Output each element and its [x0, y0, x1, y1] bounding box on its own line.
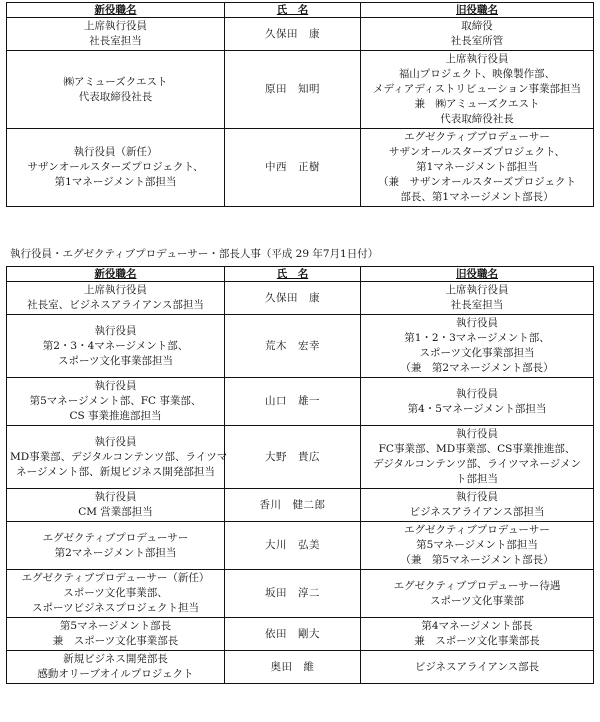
- new-title-cell: [7, 570, 225, 618]
- cell-line: 社長室所管: [450, 35, 504, 47]
- table-row: [7, 618, 594, 651]
- cell-line: FC事業部、MD事業部、CS事業推進部、: [378, 443, 576, 455]
- name-cell: 荒木 宏幸: [225, 315, 361, 378]
- cell-line: ビジネスアライアンス部長: [414, 660, 540, 673]
- cell-line: 執行役員: [456, 491, 498, 503]
- name-cell: 依田 剛大: [225, 618, 361, 651]
- table-body: [7, 18, 594, 207]
- cell-line: サザンオールスターズプロジェクト、: [27, 161, 204, 173]
- header-name: 氏 名: [225, 267, 361, 282]
- old-title-cell: [361, 18, 594, 51]
- cell-line: 執行役員: [94, 491, 137, 503]
- table-row: [7, 489, 594, 522]
- cell-line: ネージメント部、新規ビジネス開発部担当: [16, 465, 215, 478]
- new-title-cell: [7, 282, 225, 315]
- cell-line: デジタルコンテンツ部、ライツマネージメン: [372, 458, 581, 470]
- cell-line: 執行役員: [456, 387, 498, 400]
- cell-line: 執行役員: [94, 435, 137, 448]
- old-title-cell: [361, 426, 594, 489]
- table-row: [7, 315, 594, 378]
- new-title-cell: [7, 315, 225, 378]
- cell-line: 第5マネージメント部長: [59, 620, 172, 632]
- cell-line: 執行役員: [94, 380, 137, 392]
- table-header-row: [7, 3, 594, 18]
- cell-line: エグゼクティブプロデューサー: [404, 524, 550, 536]
- cell-line: 上席執行役員: [84, 284, 147, 296]
- cell-line: スポーツ文化事業部担当: [57, 354, 174, 367]
- cell-line: （兼 第2マネージメント部長）: [400, 362, 554, 374]
- header-new-title: 新役職名: [7, 3, 225, 18]
- name-cell: 山口 雄一: [225, 378, 361, 426]
- executive-producer-appointments-table: [6, 266, 594, 684]
- new-title-cell: [7, 378, 225, 426]
- cell-line: 第5マネージメント部、FC 事業部、: [29, 395, 202, 407]
- name-cell: 久保田 康: [225, 18, 361, 51]
- cell-line: 社長室担当: [450, 299, 504, 311]
- cell-line: 執行役員: [456, 428, 498, 440]
- cell-line: ㈱アミューズクエスト: [63, 75, 168, 88]
- old-title-cell: [361, 570, 594, 618]
- cell-line: 兼 スポーツ文化事業部長: [414, 635, 540, 647]
- table-row: [7, 378, 594, 426]
- cell-line: エグゼクティブプロデューサー（新任）: [21, 572, 210, 584]
- cell-line: 福山プロジェクト、映像製作部、: [398, 68, 556, 80]
- cell-line: ビジネスアライアンス部担当: [409, 506, 545, 518]
- new-title-cell: [7, 18, 225, 51]
- cell-line: 第5マネージメント部担当: [416, 539, 538, 551]
- table-row: [7, 570, 594, 618]
- officer-appointments-table: [6, 2, 594, 207]
- header-old-title: 旧役職名: [361, 3, 594, 18]
- name-cell: 大川 弘美: [225, 522, 361, 570]
- cell-line: 上席執行役員: [445, 53, 509, 65]
- cell-line: メディアディストリビューション事業部担当: [373, 83, 581, 95]
- old-title-cell: [361, 129, 594, 207]
- name-cell: 久保田 康: [225, 282, 361, 315]
- cell-line: 兼 ㈱アミューズクエスト: [414, 98, 540, 110]
- cell-line: 代表取締役社長: [78, 90, 153, 103]
- cell-line: 社長室担当: [89, 35, 142, 47]
- cell-line: 社長室、ビジネスアライアンス部担当: [27, 299, 204, 311]
- name-cell: 大野 貴広: [225, 426, 361, 489]
- new-title-cell: [7, 651, 225, 684]
- new-title-cell: [7, 129, 225, 207]
- old-title-cell: [361, 522, 594, 570]
- cell-line: 感動オリーブオイルプロジェクト: [37, 668, 194, 680]
- cell-line: MD事業部、デジタルコンテンツ部、ライツマ: [10, 450, 228, 463]
- cell-line: （兼 第5マネージメント部長）: [400, 554, 554, 566]
- table-row: [7, 651, 594, 684]
- header-old-title: 旧役職名: [361, 267, 594, 282]
- cell-line: （兼 サザンオールスターズプロジェクト: [377, 176, 577, 188]
- new-title-cell: [7, 489, 225, 522]
- old-title-cell: [361, 489, 594, 522]
- cell-line: スポーツ文化事業部、: [63, 587, 168, 599]
- cell-line: 第1マネージメント部担当: [416, 161, 538, 173]
- name-cell: 原田 知明: [225, 51, 361, 129]
- cell-line: 第4マネージメント部長: [421, 620, 533, 632]
- name-cell: 坂田 淳二: [225, 570, 361, 618]
- cell-line: 第1マネージメント部担当: [54, 176, 177, 188]
- cell-line: スポーツビジネスプロジェクト担当: [31, 602, 200, 614]
- new-title-cell: [7, 426, 228, 489]
- cell-line: ト部担当: [456, 473, 498, 485]
- section-caption: 執行役員・エグゼクティブプロデューサー・部長人事（平成 29 年7月1日付）: [10, 248, 379, 260]
- new-title-cell: [7, 618, 225, 651]
- header-new-title: 新役職名: [7, 267, 225, 282]
- cell-line: エグゼクティブプロデューサー: [42, 531, 189, 544]
- old-title-cell: [361, 618, 594, 651]
- cell-line: エグゼクティブプロデューサー待遇: [393, 579, 561, 592]
- cell-line: 兼 スポーツ文化事業部長: [52, 635, 179, 647]
- name-cell: 中西 正樹: [225, 129, 361, 207]
- old-title-cell: [361, 651, 594, 684]
- cell-line: 執行役員: [94, 324, 137, 337]
- header-name: 氏 名: [225, 3, 361, 18]
- table-row: [7, 522, 594, 570]
- cell-line: CS 事業推進部担当: [69, 410, 162, 422]
- cell-line: 新規ビジネス開発部長: [63, 653, 168, 665]
- table-row: [7, 426, 594, 489]
- table-row: [7, 51, 594, 129]
- name-cell: 香川 健二郎: [225, 489, 361, 522]
- cell-line: 第4・5マネージメント部担当: [407, 402, 547, 415]
- cell-line: 上席執行役員: [445, 284, 509, 296]
- name-cell: 奥田 維: [225, 651, 361, 684]
- old-title-cell: [361, 378, 594, 426]
- cell-line: エグゼクティブプロデューサー: [404, 131, 550, 143]
- new-title-cell: [7, 51, 225, 129]
- old-title-cell: [361, 51, 594, 129]
- old-title-cell: [361, 315, 594, 378]
- cell-line: サザンオールスターズプロジェクト、: [388, 146, 566, 158]
- cell-line: 上席執行役員: [84, 20, 147, 32]
- table-header-row: [7, 267, 594, 282]
- cell-line: 第2・3・4マネージメント部、: [42, 339, 189, 352]
- table-row: [7, 18, 594, 51]
- cell-line: 部長、第1マネージメント部長）: [400, 191, 554, 203]
- cell-line: 執行役員（新任）: [73, 146, 158, 158]
- table-row: [7, 282, 594, 315]
- old-title-cell: [361, 282, 594, 315]
- cell-line: 執行役員: [456, 317, 498, 329]
- table-row: [7, 129, 594, 207]
- table-body: [7, 282, 594, 684]
- cell-line: 第1・2・3マネージメント部、: [404, 332, 550, 344]
- cell-line: スポーツ文化事業部担当: [419, 347, 535, 359]
- cell-line: スポーツ文化事業部: [429, 594, 525, 607]
- cell-line: 第2マネージメント部担当: [54, 546, 177, 559]
- cell-line: 取締役: [461, 20, 493, 32]
- cell-line: 代表取締役社長: [440, 113, 514, 125]
- new-title-cell: [7, 522, 225, 570]
- cell-line: CM 営業部担当: [78, 506, 153, 518]
